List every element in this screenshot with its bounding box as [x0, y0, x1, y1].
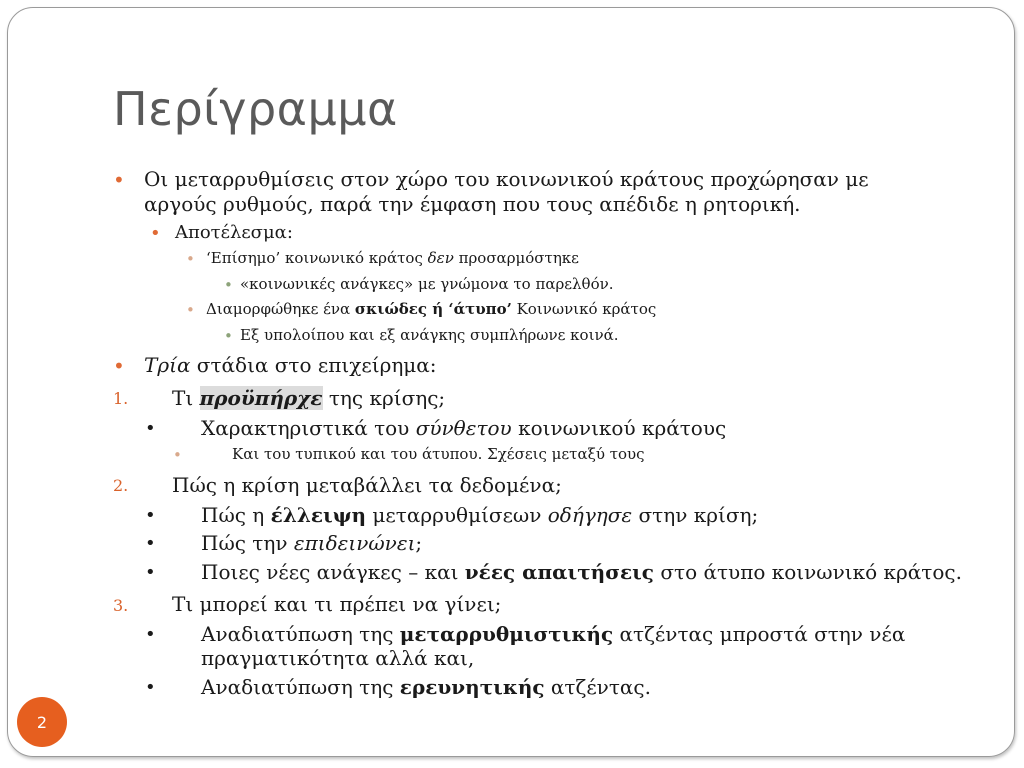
bullet-dot: • [145, 533, 156, 554]
item-2-lack-of-reforms: Πώς η έλλειψη μεταρρυθμίσεων οδήγησε στην κρίση; [201, 503, 759, 527]
item-2-new-needs: Ποιες νέες ανάγκες – και νέες απαιτήσεις στο άτυπο κοινωνικό κράτος. [201, 560, 962, 584]
sub-bullet-result: Αποτέλεσμα: [175, 222, 293, 243]
numbered-item-3: Τι μπορεί και τι πρέπει να γίνει; [172, 592, 502, 616]
bullet-dot: • [145, 677, 156, 698]
bullet-dot: • [113, 168, 125, 192]
bullet-dot: • [145, 624, 156, 645]
level3-bullet-dot: • [186, 301, 195, 319]
level3-bullet-dot: • [173, 446, 182, 464]
item-1-characteristics: Χαρακτηριστικά του σύνθετου κοινωνικού κράτους [201, 416, 727, 440]
page-number-badge: 2 [17, 697, 67, 747]
bullet-dot: • [145, 562, 156, 583]
item-3-research-agenda: Αναδιατύπωση της ερευνητικής ατζέντας. [201, 675, 651, 699]
item-1-formal-informal: Και του τυπικού και του άτυπου. Σχέσεις μεταξύ τους [232, 445, 645, 463]
bullet-dot: • [113, 354, 125, 378]
list-number-2: 2. [113, 476, 129, 495]
level3-bullet-dot: • [186, 250, 195, 268]
level3-official-state: ‘Επίσημο’ κοινωνικό κράτος δεν προσαρμόστηκε [206, 249, 579, 267]
numbered-item-2: Πώς η κρίση μεταβάλλει τα δεδομένα; [172, 473, 562, 497]
list-number-3: 3. [113, 596, 129, 615]
bullet-1-line-1: Οι μεταρρυθμίσεις στον χώρο του κοινωνικού κράτους προχώρησαν με [144, 167, 869, 191]
slide-title: Περίγραμμα [113, 82, 398, 136]
level4-social-needs: «κοινωνικές ανάγκες» με γνώμονα το παρελθόν. [240, 275, 614, 293]
level4-bullet-dot: • [224, 276, 233, 294]
level3-shadow-state: Διαμορφώθηκε ένα σκιώδες ή ‘άτυπο’ Κοινωνικό κράτος [206, 300, 657, 318]
bullet-dot: • [145, 505, 156, 526]
item-3-reform-agenda-line-2: πραγματικότητα αλλά και, [201, 646, 475, 670]
item-3-reform-agenda-line-1: Αναδιατύπωση της μεταρρυθμιστικής ατζέντας μπροστά στην νέα [201, 622, 906, 646]
bullet-dot: • [145, 418, 156, 439]
level4-bullet-dot: • [224, 327, 233, 345]
bullet-2-three-stages: Τρία στάδια στο επιχείρημα: [144, 353, 437, 377]
level4-residual: Εξ υπολοίπου και εξ ανάγκης συμπλήρωνε κοινά. [240, 326, 619, 344]
item-2-worsening: Πώς την επιδεινώνει; [201, 531, 423, 555]
numbered-item-1: Τι προϋπήρχε της κρίσης; [172, 386, 446, 410]
sub-bullet-dot: • [150, 223, 161, 244]
list-number-1: 1. [113, 389, 129, 408]
bullet-1-line-2: αργούς ρυθμούς, παρά την έμφαση που τους απέδιδε η ρητορική. [144, 192, 801, 216]
